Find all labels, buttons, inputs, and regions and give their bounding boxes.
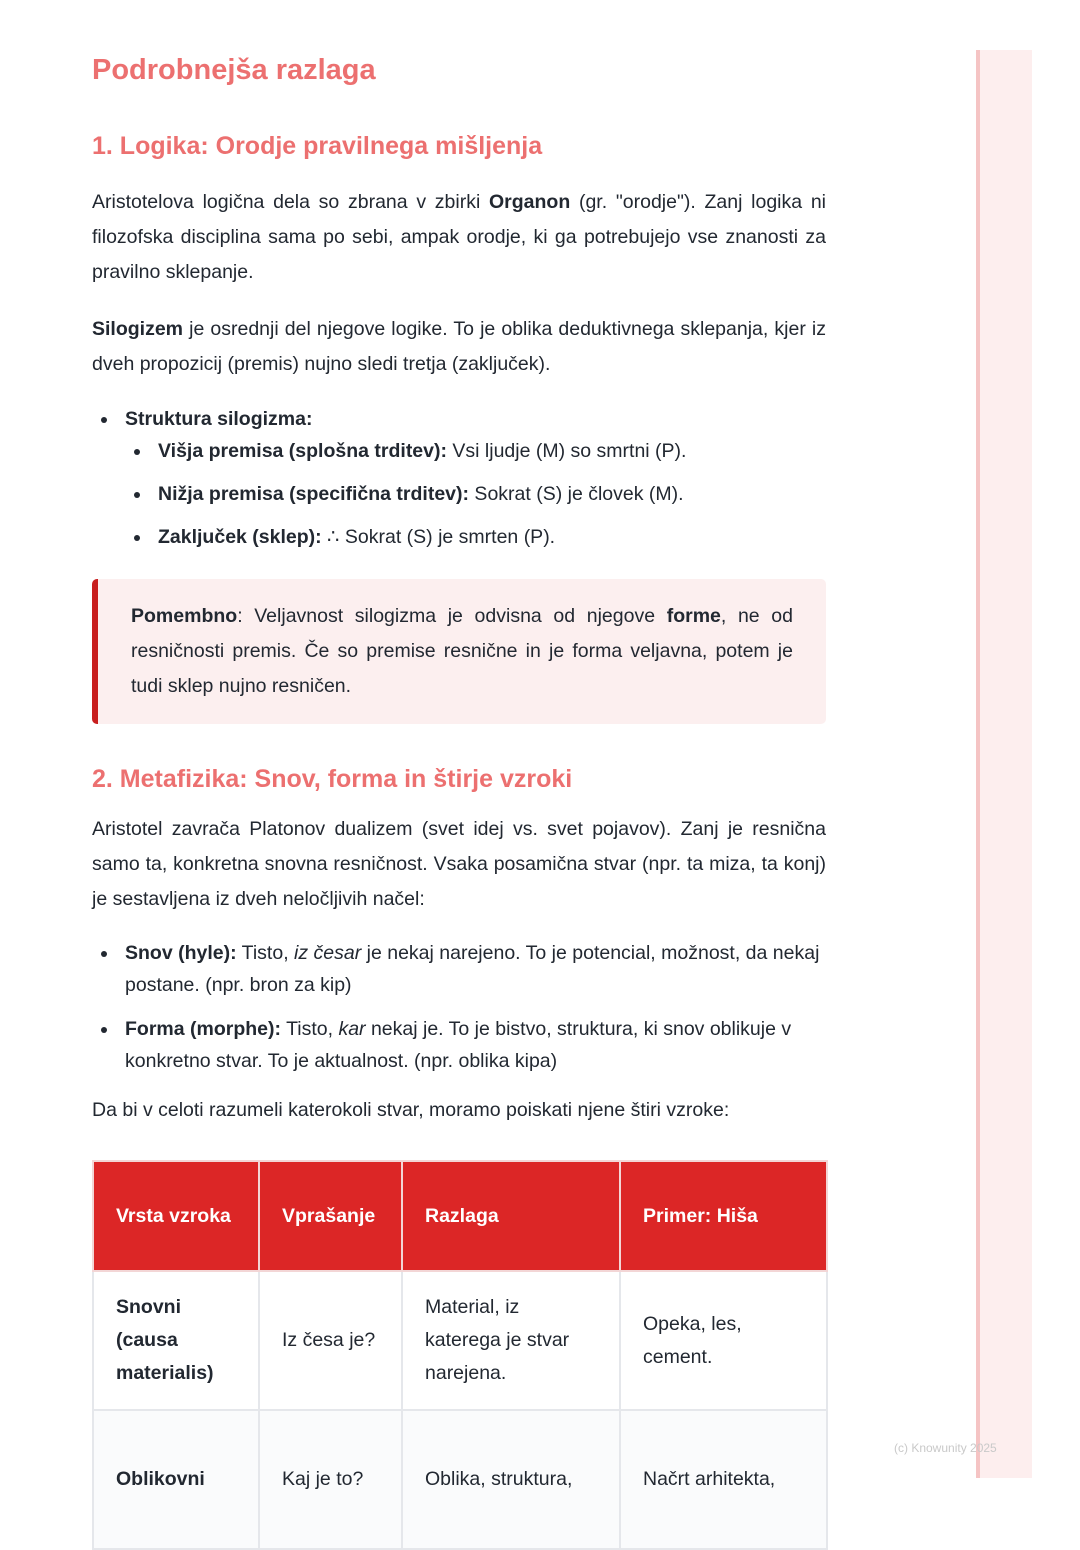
paragraph-syllogism: Silogizem je osrednji del njegove logike. To je oblika deduktivnega sklepanja, kjer iz dveh propozicij (premis) nujno sledi tretja (zaključek). xyxy=(92,318,826,375)
syllogism-sublist xyxy=(125,435,826,553)
document-content xyxy=(92,50,826,1490)
table-cell: Oblika, struktura, xyxy=(402,1410,620,1549)
list-item: Forma (morphe): Tisto, kar nekaj je. To je bistvo, struktura, ki snov oblikuje v konkretno stvar. To je aktualnost. (npr. oblika kipa) xyxy=(92,1013,826,1077)
list-item: Nižja premisa (specifična trditev): Sokrat (S) je človek (M). xyxy=(125,478,826,510)
table-header-cell: Vprašanje xyxy=(259,1161,402,1271)
table-cell: Material, iz katerega je stvar narejena. xyxy=(402,1271,620,1410)
table-header-cell: Razlaga xyxy=(402,1161,620,1271)
list-item: Snov (hyle): Tisto, iz česar je nekaj narejeno. To je potencial, možnost, da nekaj postane. (npr. bron za kip) xyxy=(92,937,826,1001)
list-item: Zaključek (sklep): ∴ Sokrat (S) je smrten (P). xyxy=(125,521,826,553)
matter-form-list xyxy=(92,937,826,1077)
table-cell: Kaj je to? xyxy=(259,1410,402,1549)
page-title: Podrobnejša razlaga xyxy=(92,54,376,86)
syllogism-structure-list xyxy=(92,403,826,553)
table-header-row xyxy=(93,1161,827,1271)
table-header-cell: Primer: Hiša xyxy=(620,1161,827,1271)
table-cell: Iz česa je? xyxy=(259,1271,402,1410)
four-causes-table xyxy=(92,1160,828,1550)
table-row xyxy=(93,1410,827,1549)
paragraph-organon: Aristotelova logična dela so zbrana v zbirki Organon (gr. "orodje"). Zanj logika ni filozofska disciplina sama po sebi, ampak orodje, ki ga potrebujejo vse znanosti za pravilno sklepanje. xyxy=(92,191,826,283)
right-margin-line xyxy=(976,50,980,1478)
section-heading-logic: 1. Logika: Orodje pravilnega mišljenja xyxy=(92,132,543,160)
list-item: Višja premisa (splošna trditev): Vsi ljudje (M) so smrtni (P). xyxy=(125,435,826,467)
section-heading-metaphysics: 2. Metafizika: Snov, forma in štirje vzroki xyxy=(92,765,573,793)
callout-text: Pomembno: Veljavnost silogizma je odvisna od njegove forme, ne od resničnosti premis. Če so premise resnične in je forma veljavna, potem je tudi sklep nujno resničen. xyxy=(131,605,793,697)
table-cell: Oblikovni xyxy=(93,1410,259,1549)
right-margin-band xyxy=(976,50,1032,1478)
table-cell: Opeka, les, cement. xyxy=(620,1271,827,1410)
table-header-cell: Vrsta vzroka xyxy=(93,1161,259,1271)
table-cell: Načrt arhitekta, xyxy=(620,1410,827,1549)
important-callout xyxy=(92,579,826,724)
copyright-watermark: (c) Knowunity 2025 xyxy=(894,1441,997,1455)
paragraph-four-causes: Da bi v celoti razumeli katerokoli stvar, moramo poiskati njene štiri vzroke: xyxy=(92,1099,730,1121)
paragraph-dualism: Aristotel zavrača Platonov dualizem (svet idej vs. svet pojavov). Zanj je resnična samo ta, konkretna snovna resničnost. Vsaka posamična stvar (npr. ta miza, ta konj) je sestavljena iz dveh neločljivih načel: xyxy=(92,818,826,910)
table-row xyxy=(93,1271,827,1410)
list-item: Struktura silogizma: Višja premisa (splošna trditev): Vsi ljudje (M) so smrtni (P). Nižja premisa (specifična trditev): Sokrat (S) je človek (M). Zaključek (sklep): ∴ Sokrat (S) je smrten (P). xyxy=(92,403,826,553)
table-cell: Snovni (causa materialis) xyxy=(93,1271,259,1410)
